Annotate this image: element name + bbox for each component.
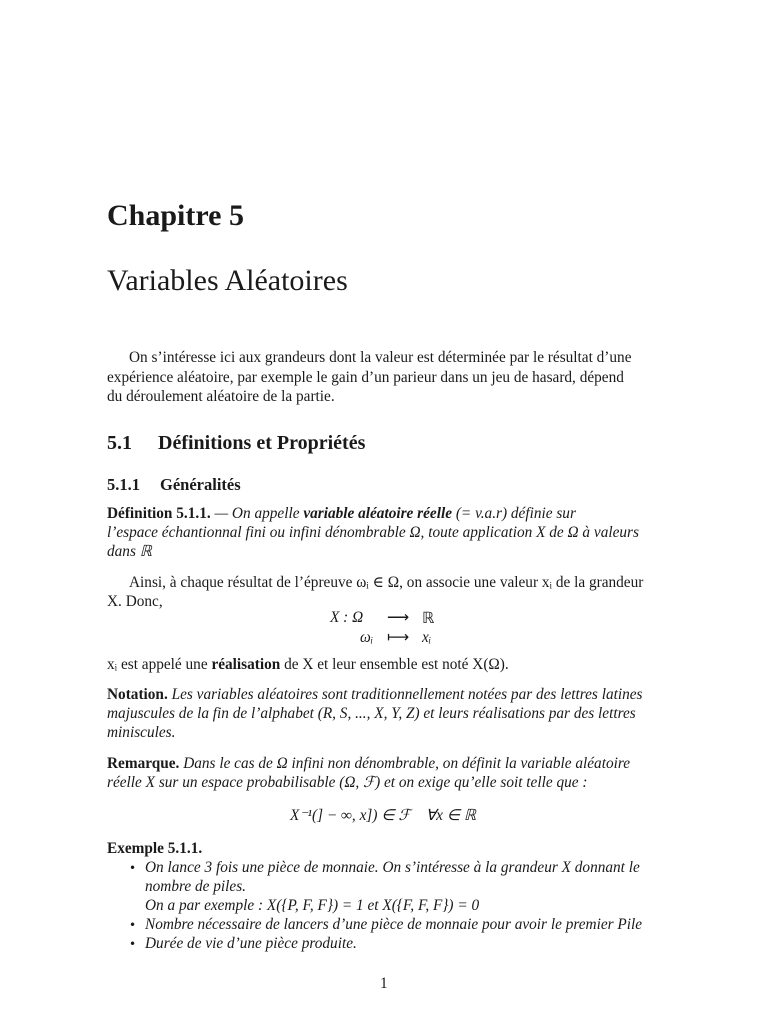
chapter-title: Variables Aléatoires [107, 264, 348, 297]
exemple-item-1-line-2: nombre de piles. [145, 878, 246, 895]
exemple-bullet-1: • [129, 861, 137, 875]
mapping-row-1-rhs: ℝ [422, 610, 435, 627]
mapping-row-1-lhs: X : Ω [330, 609, 364, 626]
definition-label: Définition 5.1.1. [107, 505, 211, 522]
subsection-number: 5.1.1 [107, 475, 140, 494]
remarque-line-2: réelle X sur un espace probabilisable (Ω, ℱ) et on exige qu’elle soit telle que : [107, 774, 588, 791]
realisation-term: réalisation [211, 656, 281, 673]
mapping-row-2-rhs: xᵢ [422, 629, 432, 646]
definition-line-1: Définition 5.1.1. — On appelle variable aléatoire réelle (= v.a.r) définie sur [107, 505, 576, 522]
subsection-title: Généralités [160, 475, 241, 494]
mapping-row-2-lhs: ωᵢ [360, 629, 374, 646]
definition-term: variable aléatoire réelle [303, 505, 452, 522]
ainsi-line-1: Ainsi, à chaque résultat de l’épreuve ωᵢ ∈ Ω, on associe une valeur xᵢ de la grandeur [129, 574, 644, 591]
chapter-label: Chapitre 5 [107, 199, 244, 232]
exemple-bullet-3: • [129, 937, 137, 951]
exemple-item-2: Nombre nécessaire de lancers d’une pièce de monnaie pour avoir le premier Pile [145, 916, 643, 933]
exemple-item-1-line-1: On lance 3 fois une pièce de monnaie. On s’intéresse à la grandeur X donnant le [145, 859, 640, 876]
exemple-label: Exemple 5.1.1. [107, 840, 203, 857]
definition-line-2: l’espace échantionnal fini ou infini dénombrable Ω, toute application X de Ω à valeurs [107, 524, 639, 541]
intro-line-3: du déroulement aléatoire de la partie. [107, 388, 335, 405]
intro-line-2: expérience aléatoire, par exemple le gain d’un parieur dans un jeu de hasard, dépend [107, 369, 624, 386]
mapping-row-1-arrow: ⟶ [387, 609, 409, 626]
section-title: Définitions et Propriétés [158, 432, 366, 454]
exemple-item-3: Durée de vie d’une pièce produite. [145, 935, 357, 952]
exemple-item-1-line-3: On a par exemple : X({P, F, F}) = 1 et X({F, F, F}) = 0 [145, 897, 480, 914]
exemple-bullet-2: • [129, 918, 137, 932]
section-heading [107, 432, 365, 455]
subsection-heading [107, 475, 241, 495]
intro-line-1: On s’intéresse ici aux grandeurs dont la valeur est déterminée par le résultat d’une [129, 349, 632, 366]
formula: X⁻¹(] − ∞, x]) ∈ ℱ ∀x ∈ ℝ [290, 807, 477, 824]
definition-line-3: dans ℝ [107, 543, 152, 560]
ainsi-line-2: X. Donc, [107, 593, 163, 610]
notation-line-1: Notation. Les variables aléatoires sont traditionnellement notées par des lettres latines [107, 686, 643, 703]
remarque-line-1: Remarque. Dans le cas de Ω infini non dénombrable, on définit la variable aléatoire [107, 755, 631, 772]
mapping-row-2-arrow: ⟼ [387, 629, 409, 646]
notation-label: Notation. [107, 686, 168, 703]
notation-line-2: majuscules de la fin de l’alphabet (R, S, ..., X, Y, Z) et leurs réalisations par des lettres [107, 705, 636, 722]
realisation-line: xᵢ est appelé une réalisation de X et leur ensemble est noté X(Ω). [107, 656, 509, 673]
remarque-label: Remarque. [107, 755, 180, 772]
page-number: 1 [380, 975, 388, 992]
notation-line-3: miniscules. [107, 724, 176, 741]
section-number: 5.1 [107, 432, 132, 454]
